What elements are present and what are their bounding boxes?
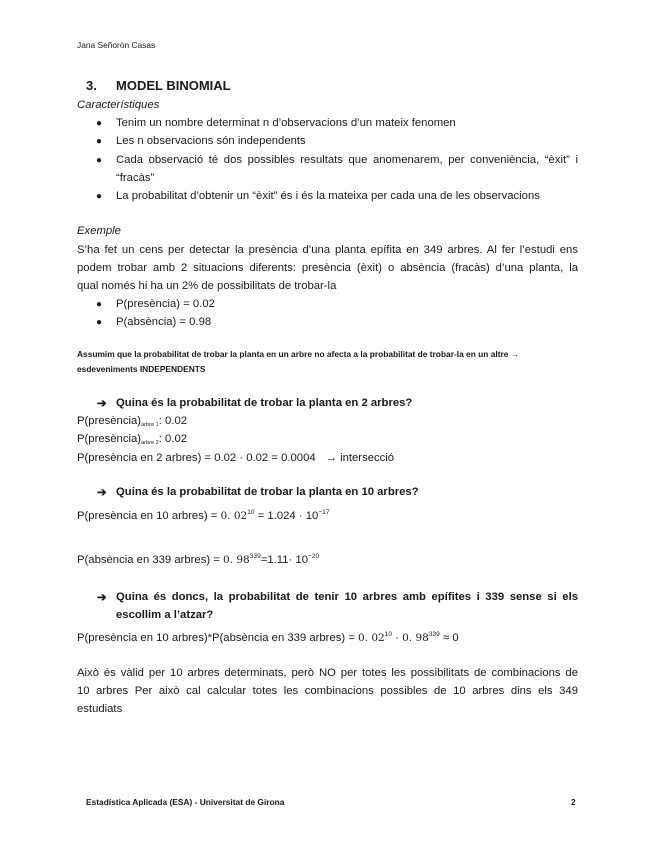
example-heading: Exemple	[77, 225, 121, 237]
q1-line-2: $P(presència)_{arbre 2}$: 0.02	[77, 433, 188, 446]
example-text-line: podem trobar amb 2 situacions diferents: presència (èxit) o absència (fracàs) d’una planta, la	[77, 262, 578, 274]
list-item: Cada observació té dos possibles resultats que anomenarem, per conveniència, “èxit” i	[116, 154, 578, 166]
assumption-line: esdeveniments INDEPENDENTS	[77, 364, 206, 374]
page-header-author: Jana Señorón Casas	[77, 40, 156, 50]
bullet-icon: ●	[96, 191, 103, 202]
bullet-icon: ●	[96, 118, 103, 129]
section-title: MODEL BINOMIAL	[116, 78, 231, 93]
section-number: 3.	[86, 78, 97, 93]
probability-absence: P(absència) = 0.98	[116, 316, 212, 328]
list-item: Tenim un nombre determinat n d’observacions d’un mateix fenomen	[116, 117, 456, 129]
question-3-line-2: escollim a l’atzar?	[116, 609, 214, 621]
arrow-icon: ➔	[97, 398, 107, 410]
q3-line: P(presència en 10 arbres)*P(absència en 339 arbres) = 0. $02^{10} \cdot 0$. $98^{339} \approx 0$	[77, 631, 459, 644]
bullet-icon: ●	[96, 136, 103, 147]
conclusion-line: estudiats	[77, 703, 123, 715]
q1-line-3: P(presència en 2 arbres) = 0.02 · 0.02 = 0.0004 → intersecció	[77, 452, 395, 464]
page-footer: Estadística Aplicada (ESA) - Universitat de Girona	[86, 797, 285, 807]
example-text-line: S’ha fet un cens per detectar la presència d’una planta epífita en 349 arbres. Al fer l’estudi ens	[77, 244, 578, 256]
conclusion-line: Això és vàlid per 10 arbres determinats, però NO per totes les possibilitats de combinacions de	[77, 667, 578, 679]
characteristics-heading: Característiques	[77, 99, 160, 111]
q2-line-1: P(presència en 10 arbres) = 0. $02^{10} = 1.024 \cdot 10^{-17}$	[77, 509, 330, 522]
bullet-icon: ●	[96, 299, 103, 310]
probability-presence: P(presència) = 0.02	[116, 298, 215, 310]
conclusion-line: 10 arbres Per això cal calcular totes les combinacions possibles de 10 arbres dins els 349	[77, 685, 578, 697]
q1-line-1: $P(presència)_{arbre 1}$: 0.02	[77, 415, 188, 428]
list-item: La probabilitat d’obtenir un “èxit” és i és la mateixa per cada una de les observacions	[116, 190, 540, 202]
arrow-icon: ➔	[97, 592, 107, 604]
bullet-icon: ●	[96, 155, 103, 166]
page-number: 2	[571, 797, 576, 807]
example-text-line: qual només hi ha un 2% de possibilitats de trobar-la	[77, 280, 337, 292]
question-2: Quina és la probabilitat de trobar la planta en 10 arbres?	[116, 486, 419, 498]
bullet-icon: ●	[96, 317, 103, 328]
q2-line-2: P(absència en 339 arbres) = 0. $98^{339}=1.11\cdot 10^{-20}$	[77, 553, 320, 566]
assumption-line: Assumim que la probabilitat de trobar la planta en un arbre no afecta a la probabilitat de trobar-la en un altre →	[77, 349, 520, 359]
question-3-line-1: Quina és doncs, la probabilitat de tenir 10 arbres amb epífites i 339 sense si els	[116, 591, 578, 603]
arrow-icon: ➔	[97, 487, 107, 499]
list-item-continuation: “fracàs”	[116, 172, 155, 184]
question-1: Quina és la probabilitat de trobar la planta en 2 arbres?	[116, 397, 413, 409]
list-item: Les n observacions són independents	[116, 135, 306, 147]
